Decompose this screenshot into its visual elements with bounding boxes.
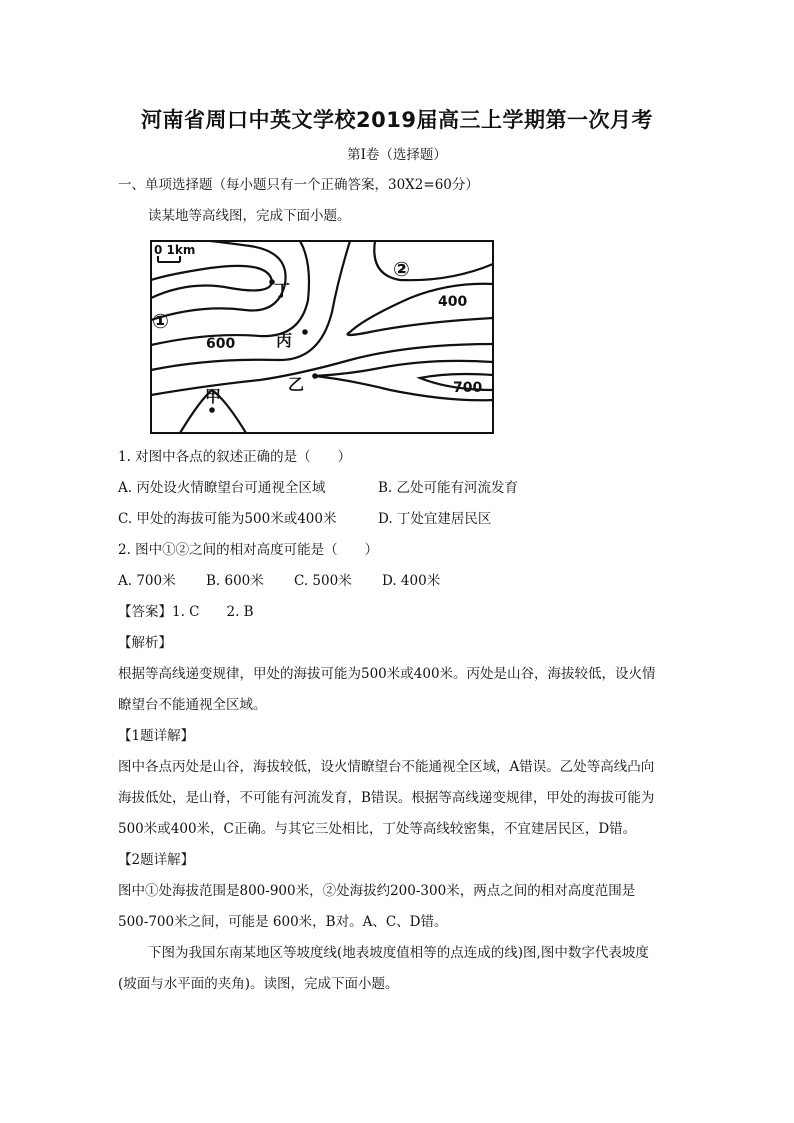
label-contour-400: 400 [438, 294, 468, 310]
label-contour-600: 600 [206, 336, 236, 352]
analysis-text-1: 根据等高线递变规律，甲处的海拔可能为500米或400米。丙处是山谷，海拔较低，设火情 [118, 666, 656, 682]
option-1a: A. 丙处设火情瞭望台可通视全区域 [118, 480, 326, 496]
option-1c: C. 甲处的海拔可能为500米或400米 [118, 511, 337, 527]
option-2b: B. 600米 [206, 573, 264, 589]
option-2d: D. 400米 [382, 573, 441, 589]
detail-1-text-2: 海拔低处，是山脊，不可能有河流发育，B错误。根据等高线递变规律，甲处的海拔可能为 [118, 790, 655, 806]
slope-intro-1: 下图为我国东南某地区等坡度线(地表坡度值相等的点连成的线)图,图中数字代表坡度 [148, 945, 649, 961]
detail-2-text-1: 图中①处海拔范围是800-900米，②处海拔约200-300米，两点之间的相对高度范围是 [118, 883, 636, 899]
option-1d: D. 丁处宜建居民区 [378, 511, 492, 527]
question-1-stem: 1. 对图中各点的叙述正确的是（ ） [118, 449, 352, 465]
label-yi: 乙 [288, 375, 305, 394]
question-1-options-row2 [118, 510, 492, 528]
question-1-options-row1 [118, 479, 519, 497]
label-bing: 丙 [276, 331, 293, 350]
page-title: 河南省周口中英文学校2019届高三上学期第一次月考 [141, 108, 653, 132]
option-1b: B. 乙处可能有河流发育 [378, 480, 519, 496]
label-ding: 丁 [274, 281, 291, 300]
label-circle-1: ① [152, 309, 169, 333]
slope-intro-2: (坡面与水平面的夹角)。读图，完成下面小题。 [118, 976, 399, 992]
answer-line: 【答案】1. C 2. B [118, 604, 254, 620]
label-circle-2: ② [393, 257, 410, 281]
point-jia [209, 407, 215, 413]
point-yi [312, 373, 318, 379]
option-2c: C. 500米 [294, 573, 352, 589]
label-contour-700: 700 [453, 380, 483, 396]
detail-1-text-1: 图中各点丙处是山谷，海拔较低，设火情瞭望台不能通视全区域，A错误。乙处等高线凸向 [118, 759, 655, 775]
map-intro: 读某地等高线图，完成下面小题。 [148, 208, 351, 224]
detail-1-heading: 【1题详解】 [118, 728, 195, 744]
option-2a: A. 700米 [118, 573, 176, 589]
analysis-text-2: 瞭望台不能通视全区域。 [118, 697, 267, 713]
contour-map-svg [150, 240, 494, 434]
analysis-heading: 【解析】 [118, 635, 172, 651]
detail-1-text-3: 500米或400米，C正确。与其它三处相比，丁处等高线较密集，不宜建居民区，D错。 [118, 821, 637, 837]
volume-subtitle: 第Ⅰ卷（选择题） [347, 147, 447, 163]
detail-2-text-2: 500-700米之间，可能是 600米，B对。A、C、D错。 [118, 914, 448, 930]
contour-map [150, 240, 494, 434]
scale-label: 0 1km [154, 243, 196, 257]
point-bing [302, 329, 308, 335]
label-jia: 甲 [205, 387, 222, 406]
question-2-options [118, 572, 441, 590]
section-heading: 一、单项选择题（每小题只有一个正确答案，30X2=60分） [118, 177, 479, 193]
detail-2-heading: 【2题详解】 [118, 852, 195, 868]
question-2-stem: 2. 图中①②之间的相对高度可能是（ ） [118, 542, 379, 558]
